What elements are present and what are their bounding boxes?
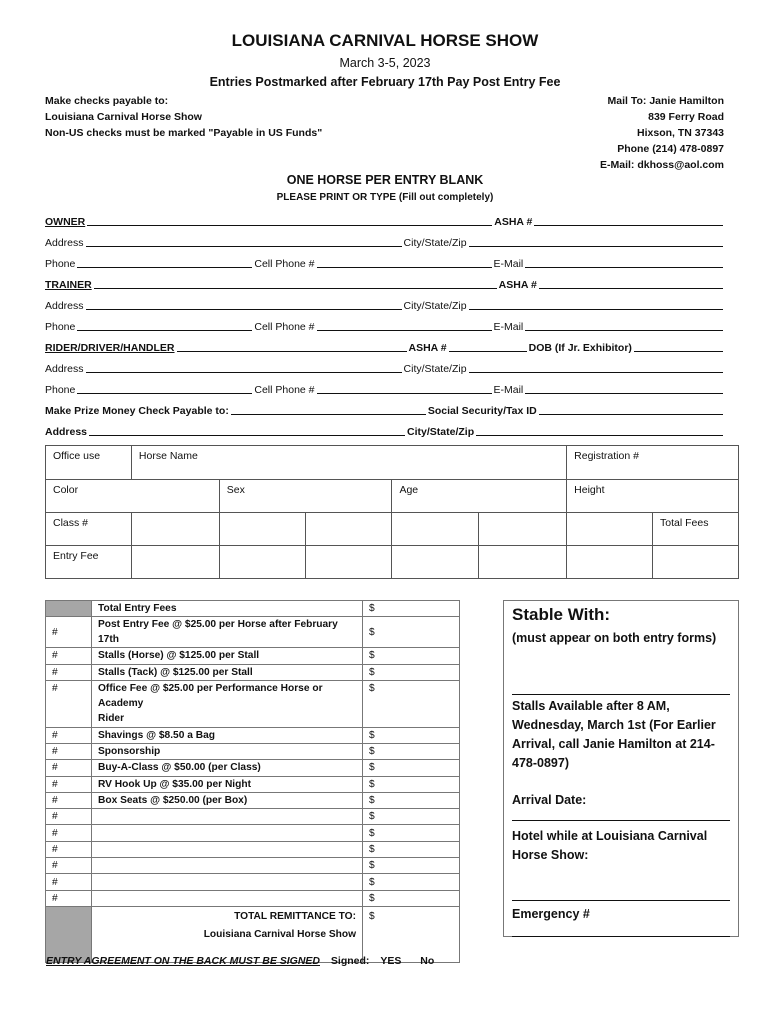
rider-cell-field[interactable] [317,382,492,394]
owner-city-field[interactable] [469,235,723,247]
horse-name-cell[interactable]: Horse Name [131,446,566,480]
fee-qty[interactable]: # [46,890,92,906]
horse-info-table [45,445,739,579]
rider-dob-field[interactable] [634,340,723,352]
owner-address-row [45,228,725,249]
owner-address-field[interactable] [86,235,402,247]
age-cell[interactable]: Age [392,480,567,513]
owner-label: OWNER [45,216,86,228]
city-label: City/State/Zip [403,237,467,249]
fee-item: Buy-A-Class @ $50.00 (per Class) [92,760,363,776]
rider-asha-field[interactable] [449,340,527,352]
fee-amount[interactable]: $ [363,743,460,759]
fee-amount[interactable]: $ [363,617,460,648]
class-cell[interactable] [567,513,653,546]
show-dates: March 3-5, 2023 [339,56,431,70]
owner-phone-field[interactable] [77,256,252,268]
fee-amount[interactable]: $ [363,841,460,857]
entry-fee-cell[interactable] [653,546,739,579]
fee-qty[interactable]: # [46,825,92,841]
entry-fee-cell[interactable] [392,546,479,579]
ssn-label: Social Security/Tax ID [427,405,537,417]
email-label: E-Mail [493,258,524,270]
fee-item: Rider [92,711,363,727]
class-cell[interactable] [392,513,479,546]
prize-address-field[interactable] [89,424,405,436]
dob-label: DOB (If Jr. Exhibitor) [528,342,632,354]
footer [46,955,434,967]
cell-label: Cell Phone # [254,258,315,270]
fee-qty[interactable]: # [46,809,92,825]
owner-field[interactable] [87,214,492,226]
phone-label: Phone [45,258,76,270]
fee-amount[interactable]: $ [363,809,460,825]
fee-item-blank[interactable] [92,858,363,874]
city-label: City/State/Zip [403,363,467,375]
signed-no-option[interactable]: No [420,955,435,967]
fee-qty[interactable]: # [46,680,92,727]
asha-label: ASHA # [408,342,447,354]
fee-item: RV Hook Up @ $35.00 per Night [92,776,363,792]
trainer-phone-row [45,312,725,333]
page-title: LOUISIANA CARNIVAL HORSE SHOW [231,31,539,50]
hotel-field[interactable] [512,865,730,901]
fee-item: Post Entry Fee @ $25.00 per Horse after February 17th [92,617,363,648]
owner-asha-field[interactable] [534,214,723,226]
payable-line: Louisiana Carnival Horse Show [45,111,202,123]
entry-form [45,207,725,438]
stable-with-field[interactable] [512,645,730,695]
fee-item: Sponsorship [92,743,363,759]
trainer-field[interactable] [94,277,497,289]
rider-phone-field[interactable] [77,382,252,394]
mail-to-line: Mail To: Janie Hamilton [607,95,724,107]
payable-line: Make checks payable to: [45,95,169,107]
entry-fee-cell[interactable] [131,546,219,579]
email-label: E-Mail [493,321,524,333]
rider-phone-row [45,375,725,396]
entries-note: Entries Postmarked after February 17th Pay Post Entry Fee [209,75,561,89]
fee-amount[interactable]: $ [363,664,460,680]
height-cell[interactable]: Height [567,480,739,513]
fee-amount[interactable]: $ [363,825,460,841]
rider-address-field[interactable] [86,361,402,373]
hotel-label: Hotel while at Louisiana Carnival Horse Show: [512,829,708,862]
stalls-note: Stalls Available after 8 AM, Wednesday, March 1st (For Earlier Arrival, call Janie Hamilton at 214-478-0897) [512,699,716,770]
fee-amount[interactable]: $ [363,760,460,776]
ssn-field[interactable] [539,403,723,415]
rider-field[interactable] [177,340,407,352]
owner-email-field[interactable] [525,256,723,268]
rider-email-field[interactable] [525,382,723,394]
fee-qty[interactable]: # [46,760,92,776]
rider-address-row [45,354,725,375]
asha-label: ASHA # [498,279,537,291]
trainer-row [45,270,725,291]
color-cell[interactable]: Color [46,480,220,513]
remittance-label: TOTAL REMITTANCE TO: [234,910,356,922]
office-use-cell: Office use [46,446,132,480]
address-label: Address [45,237,84,249]
email-label: E-Mail [493,384,524,396]
mail-to-info [600,93,724,173]
total-amount[interactable]: $ [363,906,460,962]
fee-qty[interactable]: # [46,648,92,664]
fee-qty[interactable]: # [46,727,92,743]
prize-city-field[interactable] [476,424,723,436]
prize-address-row [45,417,725,438]
cell-label: Cell Phone # [254,321,315,333]
fee-amount[interactable]: $ [363,727,460,743]
owner-phone-row [45,249,725,270]
prize-payee-field[interactable] [231,403,426,415]
stable-title: Stable With: [512,605,611,624]
rider-row [45,333,725,354]
fee-amount[interactable]: $ [363,648,460,664]
fee-qty[interactable]: # [46,617,92,648]
fee-item: Shavings @ $8.50 a Bag [92,727,363,743]
phone-label: Phone [45,384,76,396]
rider-label: RIDER/DRIVER/HANDLER [45,342,175,354]
mail-to-line: Phone (214) 478-0897 [617,143,724,155]
fee-item: Stalls (Horse) @ $125.00 per Stall [92,648,363,664]
city-label: City/State/Zip [403,300,467,312]
fee-item: Office Fee @ $25.00 per Performance Horse or Academy [92,680,363,711]
entry-fee-cell[interactable] [305,546,392,579]
entry-fee-cell[interactable] [479,546,567,579]
class-cell[interactable] [305,513,392,546]
fee-item-blank[interactable] [92,809,363,825]
stable-box [503,600,739,937]
phone-label: Phone [45,321,76,333]
fee-qty[interactable]: # [46,743,92,759]
class-cell[interactable] [479,513,567,546]
payable-line: Non-US checks must be marked "Payable in US Funds" [45,127,323,139]
entry-fee-label-cell: Entry Fee [46,546,132,579]
prize-row [45,396,725,417]
arrival-label: Arrival Date: [512,793,587,807]
fees-table [45,600,460,963]
stable-note: (must appear on both entry forms) [512,631,717,645]
address-label: Address [45,426,88,438]
signed-yes-option[interactable]: YES [380,955,402,967]
prize-label: Make Prize Money Check Payable to: [45,405,229,417]
shaded-cell [46,601,92,617]
cell-label: Cell Phone # [254,384,315,396]
fee-amount[interactable]: $ [363,890,460,906]
remittance-payee: Louisiana Carnival Horse Show [203,928,356,940]
fee-item: Total Entry Fees [92,601,363,617]
trainer-asha-field[interactable] [539,277,723,289]
class-label-cell: Class # [46,513,132,546]
trainer-city-field[interactable] [469,298,723,310]
emergency-label: Emergency # [512,907,590,921]
fee-qty[interactable]: # [46,664,92,680]
address-label: Address [45,363,84,375]
trainer-phone-field[interactable] [77,319,252,331]
fee-amount[interactable]: $ [363,680,460,727]
total-fees-cell[interactable]: Total Fees [653,513,739,546]
arrival-field[interactable] [512,807,730,821]
class-cell[interactable] [131,513,219,546]
fee-amount[interactable]: $ [363,874,460,890]
entry-fee-cell[interactable] [567,546,653,579]
mail-to-line: 839 Ferry Road [648,111,724,123]
address-label: Address [45,300,84,312]
trainer-label: TRAINER [45,279,92,291]
fee-amount[interactable]: $ [363,776,460,792]
entry-fee-cell[interactable] [219,546,305,579]
agreement-note: ENTRY AGREEMENT ON THE BACK MUST BE SIGNED [46,955,320,967]
signed-label: Signed: [330,955,370,967]
asha-label: ASHA # [494,216,533,228]
fee-item-blank[interactable] [92,841,363,857]
registration-cell[interactable]: Registration # [567,446,739,480]
fee-item-blank[interactable] [92,890,363,906]
trainer-address-field[interactable] [86,298,402,310]
entry-blank-subtitle: PLEASE PRINT OR TYPE (Fill out completely) [276,192,494,203]
payable-info [45,93,322,141]
fee-amount[interactable]: $ [363,858,460,874]
emergency-field[interactable] [512,921,730,937]
fee-item: Box Seats @ $250.00 (per Box) [92,792,363,808]
fee-item: Stalls (Tack) @ $125.00 per Stall [92,664,363,680]
trainer-email-field[interactable] [525,319,723,331]
trainer-cell-field[interactable] [317,319,492,331]
fee-qty[interactable]: # [46,792,92,808]
sex-cell[interactable]: Sex [219,480,392,513]
fee-item-blank[interactable] [92,825,363,841]
owner-cell-field[interactable] [317,256,492,268]
fee-item-blank[interactable] [92,874,363,890]
entry-blank-title: ONE HORSE PER ENTRY BLANK [286,173,484,187]
mail-to-email: E-Mail: dkhoss@aol.com [599,159,724,171]
rider-city-field[interactable] [469,361,723,373]
class-cell[interactable] [219,513,305,546]
fee-amount[interactable]: $ [363,601,460,617]
fee-qty[interactable]: # [46,874,92,890]
fee-qty[interactable]: # [46,858,92,874]
owner-row [45,207,725,228]
fee-qty[interactable]: # [46,841,92,857]
trainer-address-row [45,291,725,312]
city-label: City/State/Zip [407,426,475,438]
fee-amount[interactable]: $ [363,792,460,808]
fee-qty[interactable]: # [46,776,92,792]
mail-to-line: Hixson, TN 37343 [637,127,724,139]
